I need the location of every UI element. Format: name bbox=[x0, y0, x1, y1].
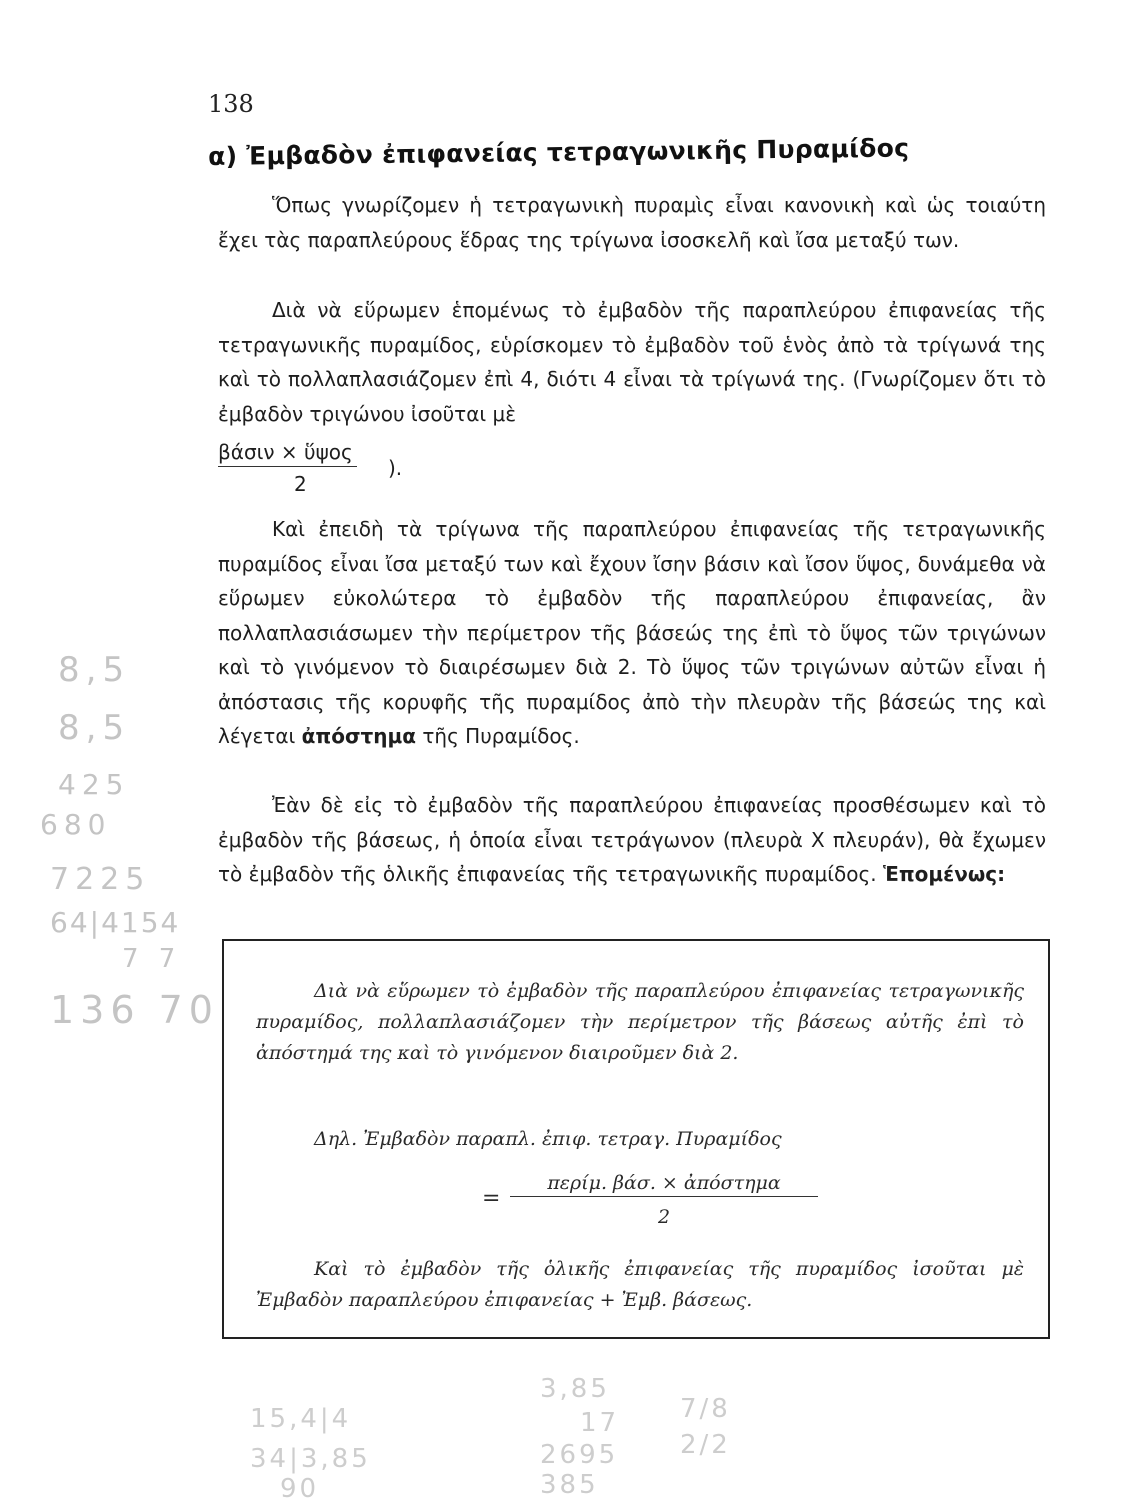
paragraph bbox=[218, 293, 1046, 431]
margin-handwriting bbox=[30, 640, 219, 1060]
formula-lhs bbox=[256, 1124, 1024, 1155]
handwritten-note: 8,5 bbox=[58, 650, 131, 690]
formula-numerator: περίμ. βάσ. × ἀπόστημα bbox=[510, 1172, 818, 1197]
fraction-close: ). bbox=[388, 456, 403, 480]
rule-text: Διὰ νὰ εὕρωμεν τὸ ἐμβαδὸν τῆς παραπλεύρου ἐπιφανείας τετραγωνικῆς πυραμίδος, πολλαπλασιάζομεν τὴν περίμετρον τῆς βάσεως αὐτῆς ἐπὶ τὸ ἀπόστημά της καὶ τὸ γινόμενον διαιροῦμεν διὰ 2. bbox=[256, 980, 1024, 1064]
triangle-area-fraction bbox=[218, 440, 403, 496]
handwritten-note: 8,5 bbox=[58, 708, 131, 748]
term-therefore: Ἑπομένως: bbox=[882, 862, 1006, 886]
handwritten-note: 34|3,85 bbox=[250, 1444, 371, 1474]
paragraph bbox=[218, 788, 1046, 892]
fraction-numerator: βάσιν × ὕψος bbox=[218, 440, 357, 467]
total-area-text: Καὶ τὸ ἐμβαδὸν τῆς ὁλικῆς ἐπιφανείας τῆς πυραμίδος ἰσοῦται μὲ Ἐμβαδὸν παραπλεύρου ἐπιφανείας + Ἐμβ. βάσεως. bbox=[256, 1258, 1024, 1311]
total-area-statement bbox=[256, 1254, 1024, 1316]
handwritten-note: 2/2 bbox=[680, 1430, 731, 1460]
handwritten-note: 90 bbox=[280, 1474, 320, 1504]
handwritten-note: 136 70 bbox=[50, 988, 219, 1032]
handwritten-note: 2695 bbox=[540, 1440, 619, 1470]
fraction-denominator: 2 bbox=[294, 472, 307, 496]
formula-lhs-text: Δηλ. Ἐμβαδὸν παραπλ. ἐπιφ. τετραγ. Πυραμίδος bbox=[314, 1128, 782, 1150]
handwritten-note: 7/8 bbox=[680, 1394, 731, 1424]
handwritten-note: 385 bbox=[540, 1470, 599, 1500]
handwritten-note: 7 7 bbox=[122, 944, 182, 974]
paragraph-text: Ἐὰν δὲ εἰς τὸ ἐμβαδὸν τῆς παραπλεύρου ἐπιφανείας προσθέσωμεν καὶ τὸ ἐμβαδὸν τῆς βάσεως, ἡ ὁποία εἶναι τετράγωνον (πλευρὰ Χ πλευράν), θὰ ἔχωμεν τὸ ἐμβαδὸν τῆς ὁλικῆς ἐπιφανείας τῆς τετραγωνικῆς πυραμίδος. bbox=[218, 793, 1046, 886]
handwritten-note: 425 bbox=[58, 768, 130, 801]
paragraph-text: Ὅπως γνωρίζομεν ἡ τετραγωνικὴ πυραμὶς εἶναι κανονικὴ καὶ ὡς τοιαύτη ἔχει τὰς παραπλεύρους ἕδρας της τρίγωνα ἰσοσκελῆ καὶ ἴσα μεταξύ των. bbox=[218, 193, 1046, 252]
section-title: α) Ἐμβαδὸν ἐπιφανείας τετραγωνικῆς Πυραμίδος bbox=[208, 133, 910, 171]
rule-statement bbox=[256, 976, 1024, 1069]
formula-equals: = bbox=[482, 1186, 501, 1211]
paragraph-text-end: τῆς Πυραμίδος. bbox=[422, 724, 580, 748]
bottom-handwriting bbox=[240, 1370, 760, 1504]
handwritten-note: 680 bbox=[40, 808, 112, 841]
paragraph-text: Διὰ νὰ εὕρωμεν ἑπομένως τὸ ἐμβαδὸν τῆς παραπλεύρου ἐπιφανείας τῆς τετραγωνικῆς πυραμίδος, εὑρίσκομεν τὸ ἐμβαδὸν τοῦ ἑνὸς ἀπὸ τὰ τρίγωνά της καὶ τὸ πολλαπλασιάζομεν ἐπὶ 4, διότι 4 εἶναι τὰ τρίγωνά της. (Γνωρίζομεν ὅτι τὸ ἐμβαδὸν τριγώνου ἰσοῦται μὲ bbox=[218, 298, 1046, 426]
handwritten-note: 7225 bbox=[50, 862, 151, 897]
paragraph-text: Καὶ ἐπειδὴ τὰ τρίγωνα τῆς παραπλεύρου ἐπιφανείας τῆς τετραγωνικῆς πυραμίδος εἶναι ἴσα μεταξύ των καὶ ἔχουν ἴσην βάσιν καὶ ἴσον ὕψος, δυνάμεθα νὰ εὕρωμεν εὐκολώτερα τὸ ἐμβαδὸν τῆς παραπλεύρου ἐπιφανείας, ἂν πολλαπλασιάσωμεν τὴν περίμετρον τῆς βάσεώς της ἐπὶ τὸ ὕψος τῶν τριγώνων καὶ τὸ γινόμενον τὸ διαιρέσωμεν διὰ 2. Τὸ ὕψος τῶν τριγώνων αὐτῶν εἶναι ἡ ἀπόστασις τῆς κορυφῆς τῆς πυραμίδος ἀπὸ τὴν πλευρὰν τῆς βάσεώς της καὶ λέγεται bbox=[218, 517, 1046, 748]
handwritten-note: 15,4|4 bbox=[250, 1404, 352, 1434]
handwritten-note: 3,85 bbox=[540, 1374, 610, 1404]
paragraph bbox=[218, 512, 1046, 754]
handwritten-note: 17 bbox=[580, 1408, 620, 1438]
page-number: 138 bbox=[208, 90, 254, 118]
formula-denominator: 2 bbox=[657, 1206, 671, 1228]
paragraph bbox=[218, 188, 1046, 257]
handwritten-note: 64|4154 bbox=[50, 906, 181, 939]
term-apostema: ἀπόστημα bbox=[301, 724, 416, 748]
